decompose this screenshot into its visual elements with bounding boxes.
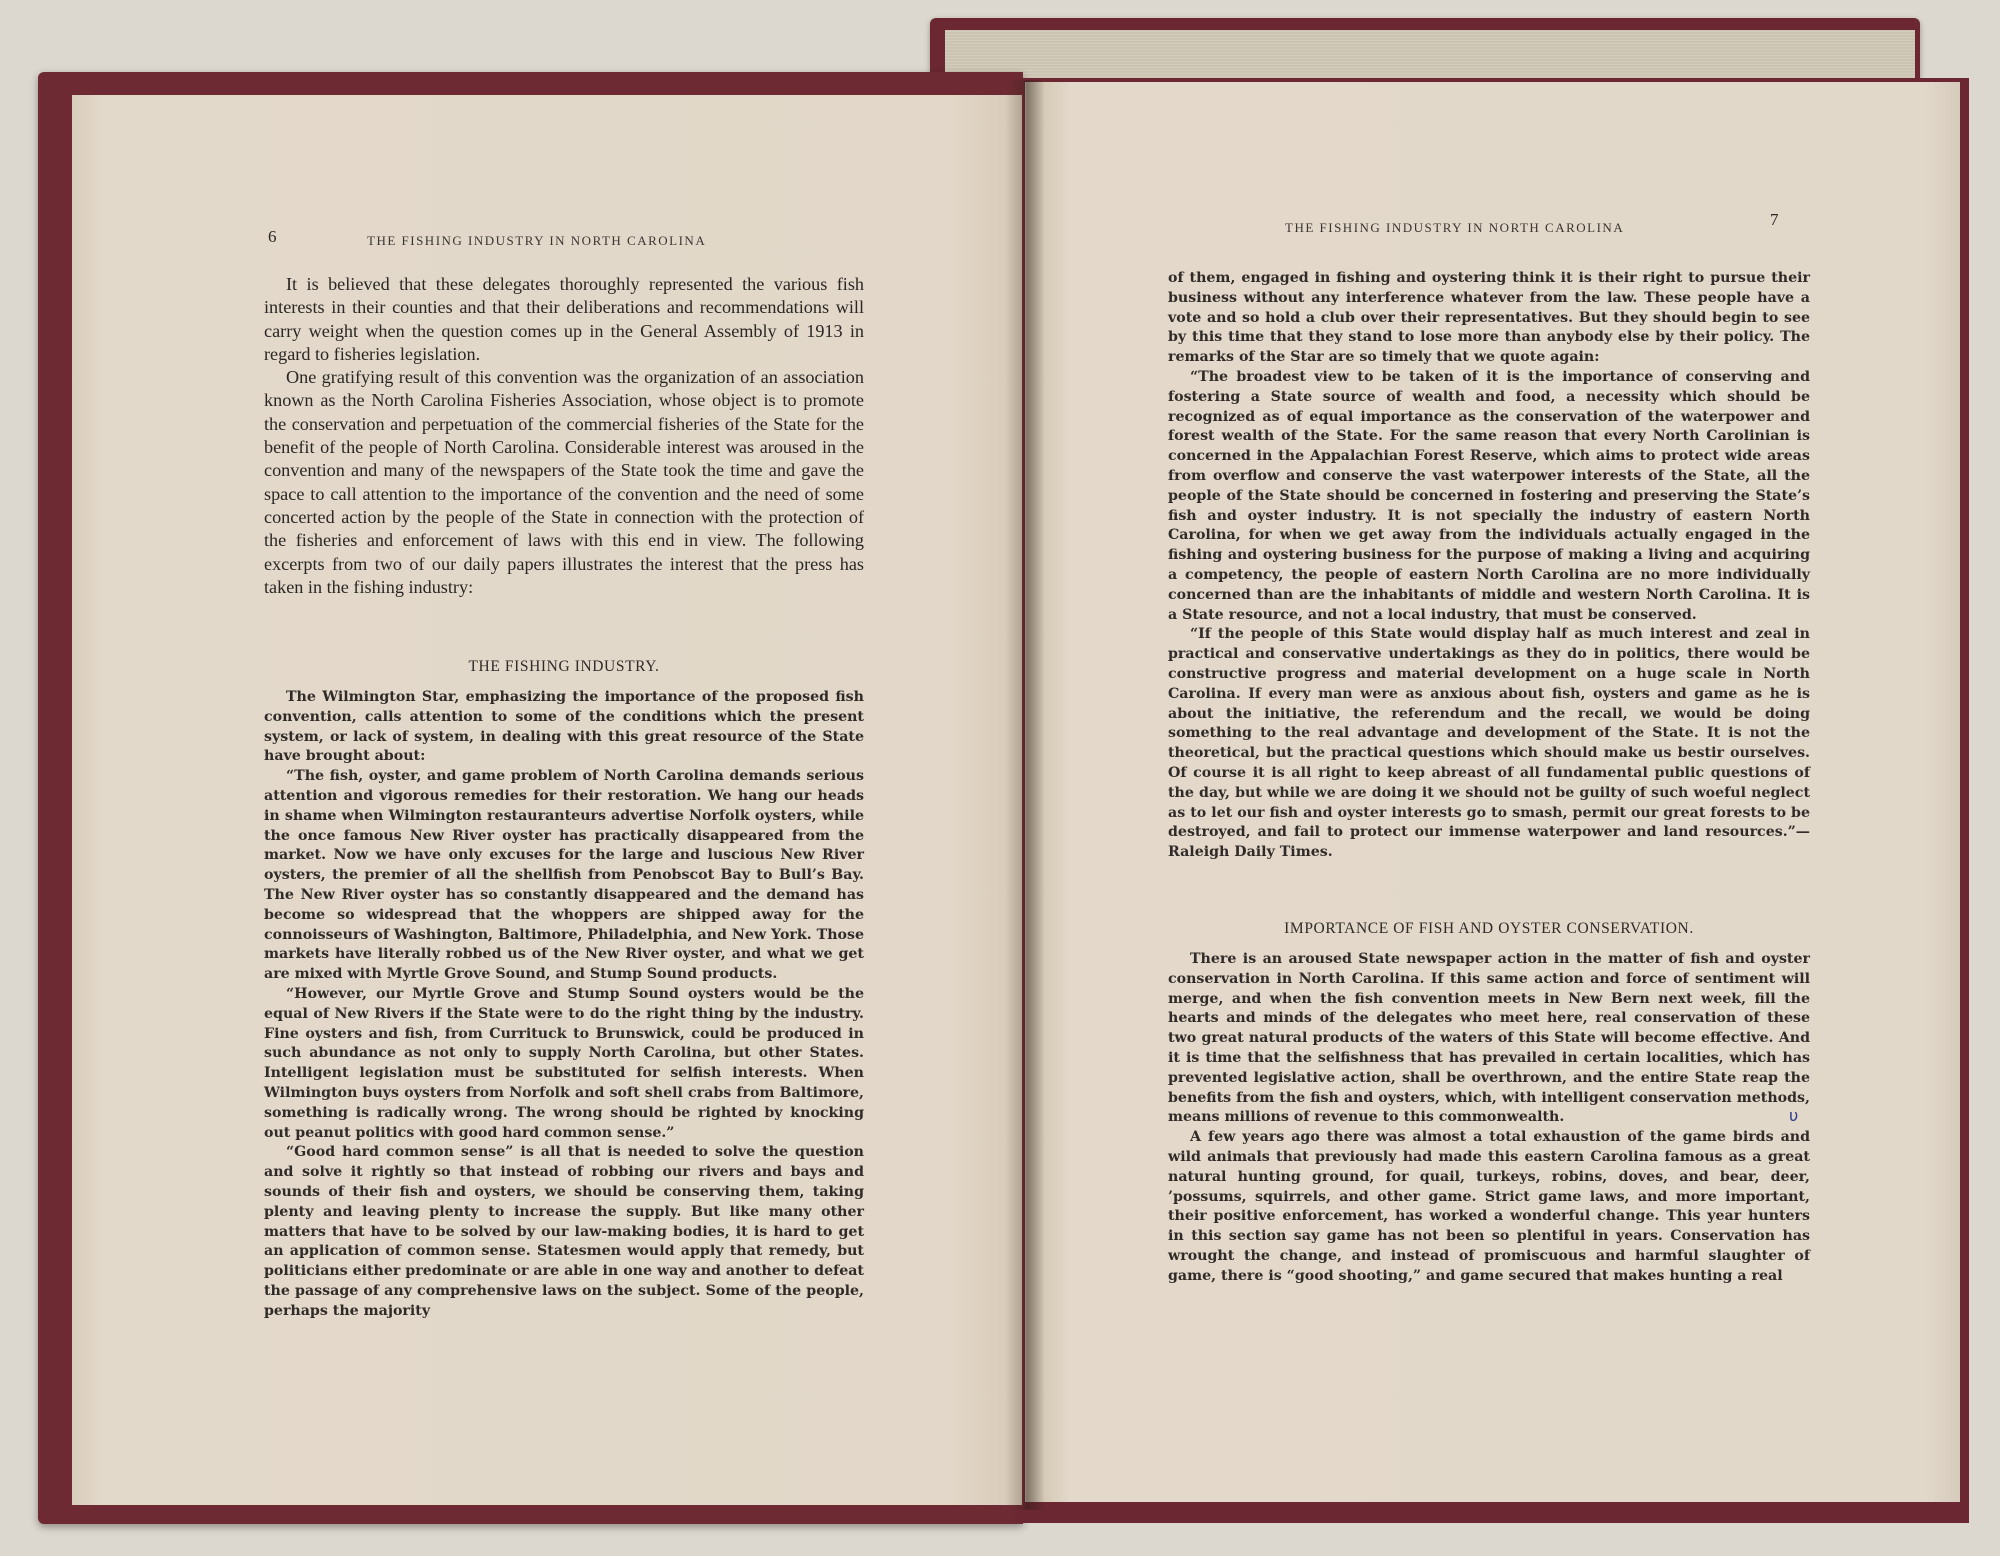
paragraph: “Good hard common sense” is all that is needed to solve the question and solve it rightly so that instead of robbing our rivers and bays and sounds of their fish and oysters, we should be conserving them, taking plenty and leaving plenty to increase the supply. But like many other matters that have to be solved by our law-making bodies, it is hard to get an application of common sense. Statesmen would apply that remedy, but politicians either predominate or are able in one way and another to defeat the passage of any comprehensive laws on the subject. Some of the people, perhaps the majority: [264, 1144, 864, 1319]
paragraph: It is believed that these delegates thoroughly represented the various fish interests in their counties and that their deliberations and recommendations will carry weight when the question comes up in the General Assembly of 1913 in regard to fisheries legislation.: [264, 274, 864, 364]
paragraph: The Wilmington Star, emphasizing the importance of the proposed fish convention, calls attention to some of the conditions which the present system, or lack of system, in dealing with this great resource of the State have brought about:: [264, 689, 864, 765]
section-title-left: THE FISHING INDUSTRY.: [468, 658, 660, 675]
paragraph: “If the people of this State would display half as much interest and zeal in practical and conservative undertakings as they do in politics, there would be constructive progress and material development on a huge scale in North Carolina. If every man were as anxious about fish, oysters and game as he is about the initiative, the referendum and the recall, we would be doing something to the real advantage and development of the State. It is not the theoretical, but the practical questions which should make us bestir ourselves. Of course it is all right to keep abreast of all fundamental public questions of the day, but while we are doing it we should not be guilty of such woeful neglect as to let our fish and oyster interests go to smash, permit our great forests to be destroyed, and fail to protect our immense waterpower and land resources.”—Raleigh Daily Times.: [1168, 626, 1810, 861]
running-head-left: THE FISHING INDUSTRY IN NORTH CAROLINA: [367, 233, 707, 248]
paragraph: “However, our Myrtle Grove and Stump Sound oysters would be the equal of New Rivers if the State were to do the right thing by the industry. Fine oysters and fish, from Currituck to Brunswick, could be produced in such abundance as not only to supply North Carolina, but other States. Intelligent legislation must be substituted for selfish interests. When Wilmington buys oysters from Norfolk and soft shell crabs from Baltimore, something is radically wrong. The wrong should be righted by knocking out peanut politics with good hard common sense.”: [264, 985, 864, 1141]
running-head-right: THE FISHING INDUSTRY IN NORTH CAROLINA: [1285, 220, 1625, 235]
left-excerpt-text: [264, 688, 864, 1322]
right-top-text: [1168, 269, 1810, 863]
paragraph: One gratifying result of this convention was the organization of an association known as the North Carolina Fisheries Association, whose object is to promote the conservation and perpetuation of the commercial fisheries of the State for the benefit of the people of North Carolina. Considerable interest was aroused in the convention and many of the newspapers of the State took the time and gave the space to call attention to the importance of the convention and the need of some concerted action by the people of the State in connection with the protection of the fisheries and enforcement of laws with this end in view. The following excerpts from two of our daily papers illustrates the interest that the press has taken in the fishing industry:: [264, 367, 864, 597]
paragraph: “The broadest view to be taken of it is the importance of conserving and fostering a State source of wealth and food, a necessity which should be recognized as of equal importance as the conservation of the waterpower and forest wealth of the State. For the same reason that every North Carolinian is concerned in the Appalachian Forest Reserve, which aims to protect wide areas from overflow and conserve the vast waterpower interests of the State, all the people of the State should be concerned in fostering and preserving the State’s fish and oyster industry. It is not specially the industry of eastern North Carolina, for when we get away from the individuals actually engaged in the fishing and oystering business for the purpose of making a living and acquiring a competency, the people of eastern North Carolina are no more individually concerned than are the inhabitants of middle and western North Carolina. It is a State resource, and not a local industry, that must be conserved.: [1168, 368, 1810, 623]
left-intro-text: [264, 273, 864, 599]
paragraph: “The fish, oyster, and game problem of North Carolina demands serious attention and vigorous remedies for their restoration. We hang our heads in shame when Wilmington restauranteurs advertise Norfolk oysters, while the once famous New River oyster has practically disappeared from the market. Now we have only excuses for the large and luscious New River oysters, the premier of all the shellfish from Penobscot Bay to Bull’s Bay. The New River oyster has so constantly disappeared and the demand has become so widespread that the whoppers are shipped away for the connoisseurs of Washington, Baltimore, Philadelphia, and New York. Those markets have literally robbed us of the New River oyster, and what we get are mixed with Myrtle Grove Sound, and Stump Sound products.: [264, 768, 864, 983]
left-page: [72, 95, 1022, 1505]
page-number-left: 6: [268, 227, 277, 246]
right-page: [1025, 82, 1960, 1502]
right-bottom-text: [1168, 950, 1810, 1287]
paragraph: There is an aroused State newspaper action in the matter of fish and oyster conservation in North Carolina. If this same action and force of sentiment will merge, and when the fish convention meets in New Bern next week, fill the hearts and minds of the delegates who meet here, real conservation of these two great natural products of the waters of this State will become effective. And it is time that the selfishness that has prevailed in certain localities, which has prevented legislative action, shall be overthrown, and the entire State reap the benefits from the fish and oysters, which, with intelligent conservation methods, means millions of revenue to this commonwealth.: [1168, 951, 1810, 1126]
section-title-right: IMPORTANCE OF FISH AND OYSTER CONSERVATION.: [1284, 920, 1694, 937]
pencil-check-mark: υ: [1789, 1106, 1799, 1125]
page-number-right: 7: [1770, 210, 1779, 229]
paragraph: of them, engaged in fishing and oystering think it is their right to pursue their business without any interference whatever from the law. These people have a vote and so hold a club over their representatives. But they should begin to see by this time that they stand to lose more than anybody else by their policy. The remarks of the Star are so timely that we quote again:: [1168, 270, 1810, 366]
paragraph: A few years ago there was almost a total exhaustion of the game birds and wild animals that previously had made this eastern Carolina famous as a great natural hunting ground, for quail, turkeys, robins, doves, and bear, deer, ’possums, squirrels, and other game. Strict game laws, and more important, their positive enforcement, has worked a wonderful change. This year hunters in this section say game has not been so plentiful in years. Conservation has wrought the change, and instead of promiscuous and harmful slaughter of game, there is “good shooting,” and game secured that makes hunting a real: [1168, 1129, 1810, 1284]
book-gutter: [1005, 80, 1045, 1510]
